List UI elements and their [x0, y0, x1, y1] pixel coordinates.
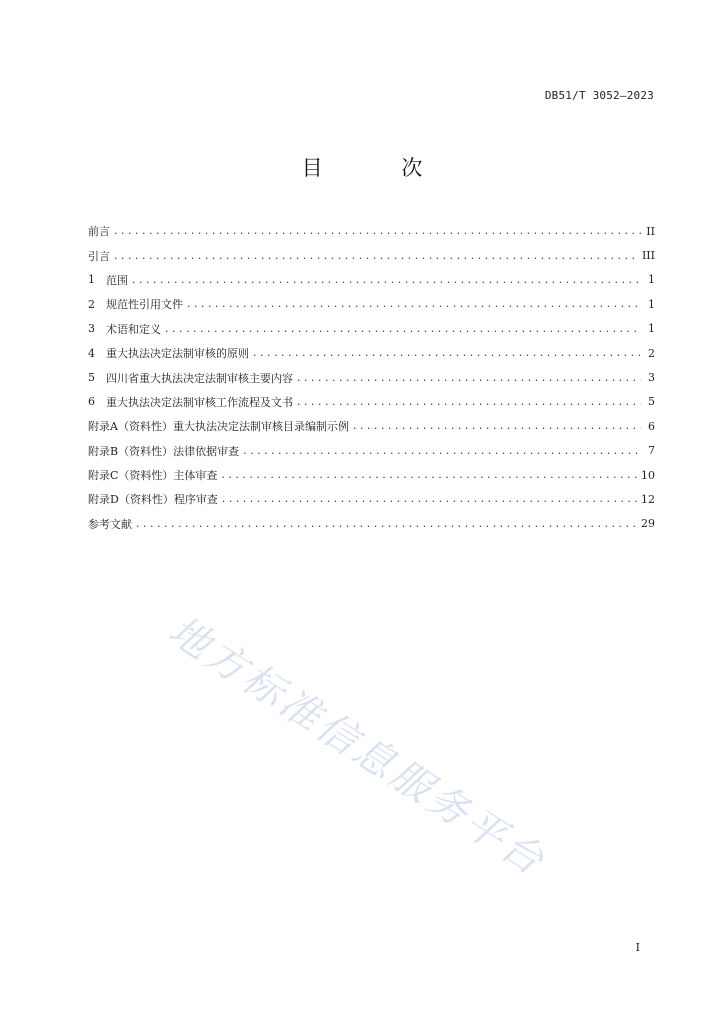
toc-entry-label: 范围: [106, 273, 128, 287]
toc-entry-appendix-d[interactable]: [88, 487, 655, 511]
toc-entry-introduction[interactable]: [88, 243, 655, 267]
toc-leader-dots: [221, 468, 637, 482]
toc-entry-4[interactable]: [88, 341, 655, 365]
toc-entry-number: 3: [88, 322, 95, 336]
toc-entry-label: 前言: [88, 225, 110, 239]
toc-entry-label: 重大执法决定法制审核目录编制示例: [172, 420, 349, 434]
toc-entry-page: 6: [648, 419, 655, 433]
toc-appendix-prefix: 附录D（资料性）: [88, 493, 174, 507]
toc-entry-page: II: [646, 224, 655, 238]
toc-entry-label: 重大执法决定法制审核工作流程及文书: [106, 395, 293, 409]
toc-leader-dots: [187, 297, 641, 311]
toc-entry-5[interactable]: [88, 365, 655, 389]
toc-entry-page: 2: [648, 346, 655, 360]
page-number: I: [635, 941, 640, 954]
toc-entry-label: 四川省重大执法决定法制审核主要内容: [106, 371, 293, 385]
toc-entry-number: 2: [88, 297, 95, 311]
toc-entry-label: 法律依据审查: [173, 444, 240, 458]
toc-entry-2[interactable]: [88, 292, 655, 316]
toc-leader-dots: [297, 371, 641, 385]
page-title: 目 次: [301, 156, 459, 180]
toc-leader-dots: [353, 419, 641, 433]
toc-entry-label: 主体审查: [173, 469, 218, 483]
toc-entry-page: 10: [641, 468, 655, 482]
toc-entry-appendix-a[interactable]: [88, 414, 655, 438]
toc-entry-foreword[interactable]: [88, 219, 655, 243]
toc-entry-label: 参考文献: [88, 517, 132, 531]
toc-entry-page: 1: [648, 322, 655, 336]
toc-leader-dots: [132, 273, 641, 287]
toc-leader-dots: [222, 492, 637, 506]
toc-leader-dots: [114, 224, 641, 238]
toc-entry-page: 1: [648, 273, 655, 287]
toc-leader-dots: [253, 346, 641, 360]
watermark: 地方标准信息服务平台: [160, 607, 555, 886]
toc-entry-number: 5: [88, 371, 95, 385]
toc-appendix-prefix: 附录B（资料性）: [88, 444, 174, 458]
toc-entry-appendix-b[interactable]: [88, 439, 655, 463]
toc-entry-references[interactable]: [88, 512, 655, 536]
toc-entry-page: 3: [648, 371, 655, 385]
toc-entry-number: 1: [88, 273, 95, 287]
toc-leader-dots: [243, 444, 641, 458]
toc-entry-1[interactable]: [88, 268, 655, 292]
toc-leader-dots: [297, 395, 641, 409]
toc-entry-6[interactable]: [88, 390, 655, 414]
toc-entry-3[interactable]: [88, 317, 655, 341]
toc-entry-number: 4: [88, 346, 95, 360]
toc-entry-label: 引言: [88, 249, 110, 263]
toc-entry-label: 规范性引用文件: [106, 298, 183, 312]
toc-leader-dots: [136, 517, 637, 531]
toc-leader-dots: [114, 249, 638, 263]
toc-entry-label: 程序审查: [173, 493, 218, 507]
toc-entry-page: 12: [641, 492, 655, 506]
toc-leader-dots: [165, 322, 641, 336]
document-code: DB51/T 3052—2023: [544, 89, 654, 102]
toc-entry-page: 5: [648, 395, 655, 409]
toc-appendix-prefix: 附录A（资料性）: [88, 420, 173, 434]
toc-appendix-prefix: 附录C（资料性）: [88, 469, 174, 483]
toc-entry-page: III: [641, 249, 655, 263]
toc-entry-page: 1: [648, 297, 655, 311]
table-of-contents: [88, 219, 655, 536]
toc-entry-number: 6: [88, 395, 95, 409]
toc-entry-label: 术语和定义: [106, 322, 161, 336]
toc-entry-appendix-c[interactable]: [88, 463, 655, 487]
toc-entry-label: 重大执法决定法制审核的原则: [106, 347, 249, 361]
toc-entry-page: 29: [641, 517, 655, 531]
toc-entry-page: 7: [648, 444, 655, 458]
